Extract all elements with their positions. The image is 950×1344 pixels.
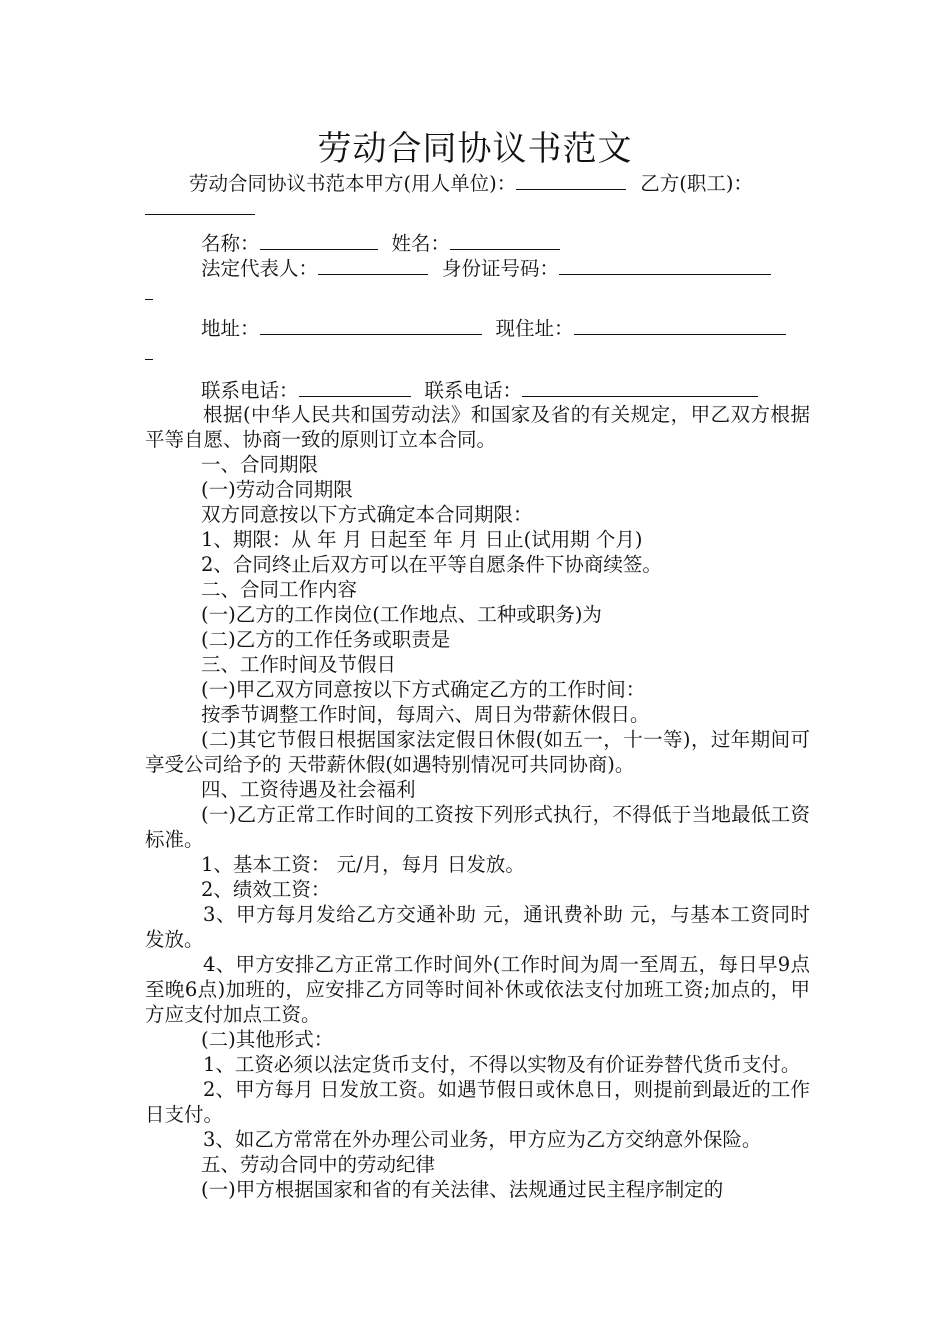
section-heading-2: 二、合同工作内容 xyxy=(201,578,358,601)
phone-line xyxy=(145,377,810,402)
phone-b-label: 联系电话： xyxy=(424,379,523,402)
paragraph-duties: (二)乙方的工作任务或职责是 xyxy=(201,628,451,651)
paragraph-payday: 2、甲方每月 日发放工资。如遇节假日或休息日，则提前到最近的工作日支付。 xyxy=(145,1078,810,1126)
paragraph-position: (一)乙方的工作岗位(工作地点、工种或职务)为 xyxy=(201,603,602,626)
paragraph-basis: 根据(中华人民共和国劳动法》和国家及省的有关规定，甲乙双方根据平等自愿、协商一致的原则订立本合同。 xyxy=(145,403,810,451)
paragraph-term-renewal: 2、合同终止后双方可以在平等自愿条件下协商续签。 xyxy=(201,553,662,576)
paragraph-wage-form: (一)乙方正常工作时间的工资按下列形式执行，不得低于当地最低工资标准。 xyxy=(145,803,810,851)
section-heading-4: 四、工资待遇及社会福利 xyxy=(201,778,416,801)
section-heading-3: 三、工作时间及节假日 xyxy=(201,653,397,676)
paragraph-seasonal: 按季节调整工作时间，每周六、周日为带薪休假日。 xyxy=(201,703,650,726)
id-blank-wrap xyxy=(145,280,810,305)
party-b-blank-line xyxy=(145,195,810,220)
paragraph-term-method: 双方同意按以下方式确定本合同期限： xyxy=(201,503,533,526)
surname-label: 姓名： xyxy=(391,232,451,255)
paragraph-insurance: 3、如乙方常常在外办理公司业务，甲方应为乙方交纳意外保险。 xyxy=(203,1128,762,1151)
name-line xyxy=(145,230,810,255)
phone-b-blank xyxy=(522,377,758,397)
paragraph-term-period: 1、期限：从 年 月 日起至 年 月 日止(试用期 个月) xyxy=(201,528,643,551)
paragraph-discipline: (一)甲方根据国家和省的有关法律、法规通过民主程序制定的 xyxy=(201,1178,724,1201)
intro-line xyxy=(145,170,810,195)
address-blank xyxy=(260,315,482,335)
section-heading-1: 一、合同期限 xyxy=(201,453,319,476)
paragraph-currency: 1、工资必须以法定货币支付，不得以实物及有价证券替代货币支付。 xyxy=(203,1053,801,1076)
legal-rep-label: 法定代表人： xyxy=(201,257,319,280)
section-heading-5: 五、劳动合同中的劳动纪律 xyxy=(201,1153,436,1176)
name-label: 名称： xyxy=(201,232,260,255)
residence-blank xyxy=(574,315,786,335)
residence-blank-wrap xyxy=(145,340,810,365)
id-label: 身份证号码： xyxy=(442,257,560,280)
paragraph-term: (一)劳动合同期限 xyxy=(201,478,353,501)
phone-a-label: 联系电话： xyxy=(201,379,299,402)
address-label: 地址： xyxy=(201,317,260,340)
employee-blank xyxy=(145,195,255,215)
paragraph-holidays: (二)其它节假日根据国家法定假日休假(如五一，十一等)，过年期间可享受公司给予的 天带薪休假(如遇特别情况可共同协商)。 xyxy=(145,728,810,776)
employer-blank xyxy=(516,170,626,190)
address-line xyxy=(145,315,810,340)
name-blank xyxy=(260,230,378,250)
intro-text: 劳动合同协议书范本甲方(用人单位)： xyxy=(189,172,517,195)
document-title: 劳动合同协议书范文 xyxy=(317,129,633,169)
surname-blank xyxy=(450,230,560,250)
paragraph-work-hours: (一)甲乙双方同意按以下方式确定乙方的工作时间： xyxy=(201,678,646,701)
id-blank xyxy=(559,255,771,275)
paragraph-allowance: 3、甲方每月发给乙方交通补助 元，通讯费补助 元，与基本工资同时发放。 xyxy=(145,903,810,951)
phone-a-blank xyxy=(299,377,411,397)
paragraph-base-wage: 1、基本工资： 元/月，每月 日发放。 xyxy=(201,853,525,876)
residence-label: 现住址： xyxy=(495,317,574,340)
document-body xyxy=(145,170,810,1202)
legal-rep-blank xyxy=(318,255,428,275)
paragraph-performance: 2、绩效工资： xyxy=(201,878,331,901)
legal-rep-line xyxy=(145,255,810,280)
party-b-label: 乙方(职工)： xyxy=(640,172,753,195)
paragraph-overtime: 4、甲方安排乙方正常工作时间外(工作时间为周一至周五，每日早9点至晚6点)加班的，应安排乙方同等时间补休或依法支付加班工资;加点的，甲方应支付加点工资。 xyxy=(145,953,810,1026)
paragraph-other-forms: (二)其他形式： xyxy=(201,1028,334,1051)
